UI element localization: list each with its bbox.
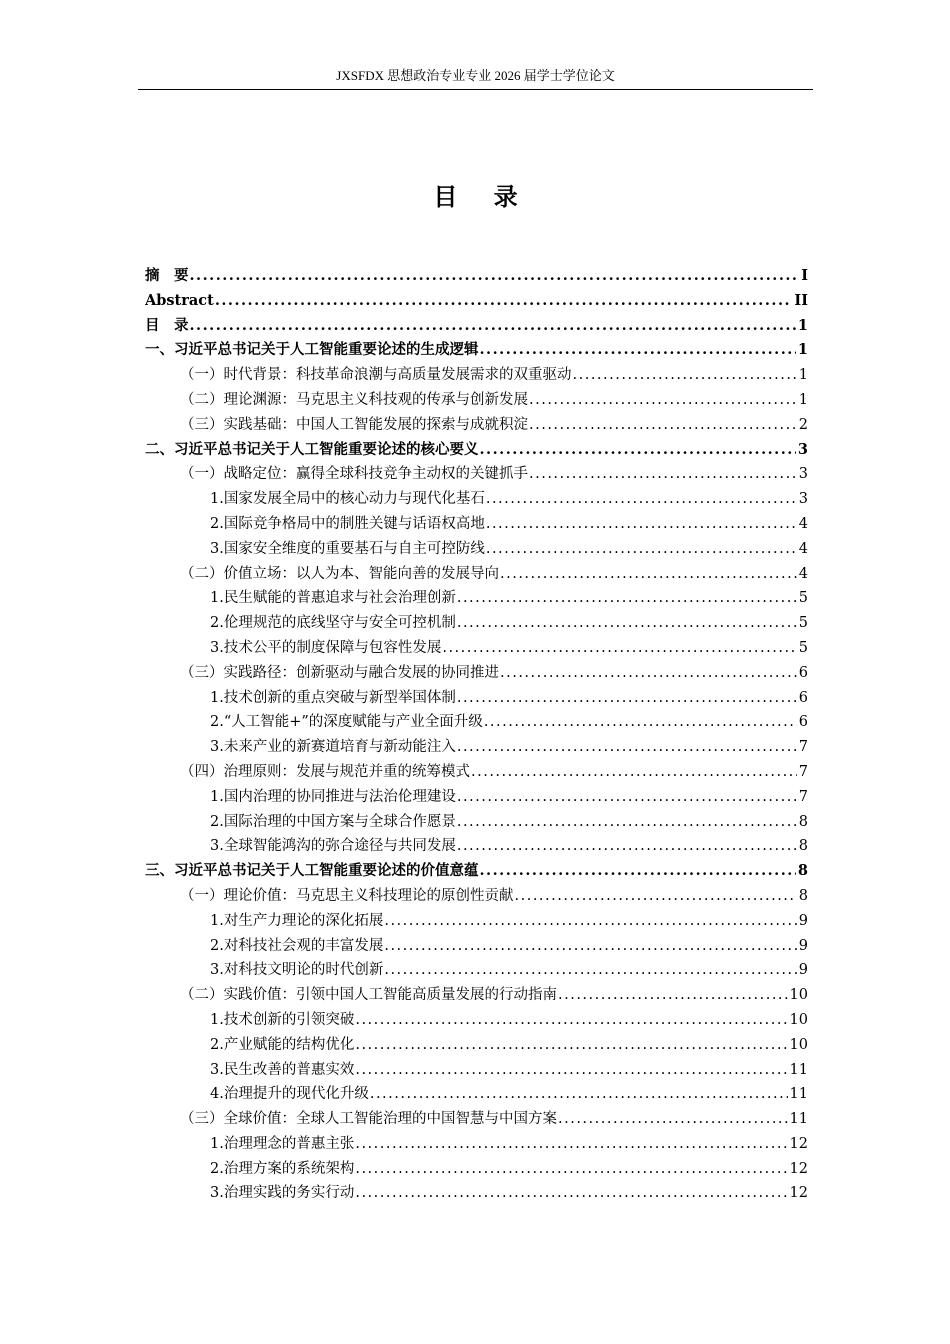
toc-entry-page-number: I — [801, 267, 808, 284]
toc-entry[interactable] — [145, 1033, 808, 1058]
toc-entry[interactable] — [145, 487, 808, 512]
toc-leader-dots — [354, 1132, 787, 1157]
toc-leader-dots — [557, 983, 788, 1008]
toc-leader-dots — [354, 1157, 787, 1182]
toc-entry-label: 2.治理方案的系统架构 — [210, 1160, 355, 1177]
toc-entry[interactable] — [145, 1058, 808, 1083]
toc-entry-label: 1.国家发展全局中的核心动力与现代化基石 — [210, 491, 485, 508]
toc-entry-label: （三）实践基础：中国人工智能发展的探索与成就积淀 — [180, 416, 528, 433]
toc-entry[interactable] — [145, 1132, 808, 1157]
toc-entry-page-number: 5 — [798, 639, 808, 656]
toc-entry[interactable] — [145, 884, 808, 909]
header-divider — [138, 89, 813, 90]
toc-leader-dots — [441, 636, 796, 661]
toc-leader-dots — [354, 1008, 787, 1033]
toc-entry-page-number: 6 — [798, 664, 808, 681]
toc-entry-label: 1.技术创新的重点突破与新型举国体制 — [210, 689, 456, 706]
toc-leader-dots — [456, 810, 797, 835]
toc-entry-label: 3.技术公平的制度保障与包容性发展 — [210, 639, 442, 656]
running-header: JXSFDX 思想政治专业专业 2026 届学士学位论文 — [336, 68, 615, 83]
toc-entry-label: （三）实践路径：创新驱动与融合发展的协同推进 — [180, 664, 499, 681]
toc-entry-page-number: 9 — [798, 912, 808, 929]
toc-entry[interactable] — [145, 909, 808, 934]
toc-leader-dots — [514, 884, 797, 909]
toc-entry-label: 摘 要 — [145, 267, 189, 284]
toc-entry-page-number: 10 — [789, 987, 808, 1004]
toc-leader-dots — [189, 264, 800, 289]
toc-entry-label: （一）战略定位：赢得全球科技竞争主动权的关键抓手 — [180, 466, 528, 483]
toc-entry[interactable] — [145, 562, 808, 587]
toc-entry-page-number: 6 — [798, 714, 808, 731]
toc-entry-page-number: 11 — [789, 1111, 808, 1128]
toc-entry-label: （四）治理原则：发展与规范并重的统筹模式 — [180, 763, 470, 780]
toc-entry-page-number: 2 — [798, 416, 808, 433]
toc-leader-dots — [383, 934, 796, 959]
toc-leader-dots — [189, 314, 796, 339]
toc-entry-page-number: 4 — [798, 565, 808, 582]
toc-leader-dots — [528, 413, 797, 438]
toc-entry[interactable] — [145, 413, 808, 438]
toc-leader-dots — [354, 1033, 787, 1058]
toc-entry-page-number: 1 — [798, 367, 808, 384]
toc-leader-dots — [485, 487, 797, 512]
toc-entry-label: 2.“人工智能+”的深度赋能与产业全面升级 — [210, 714, 483, 731]
toc-leader-dots — [485, 512, 797, 537]
toc-entry[interactable] — [145, 859, 808, 884]
toc-entry[interactable] — [145, 661, 808, 686]
toc-entry-label: 1.民生赋能的普惠追求与社会治理创新 — [210, 590, 456, 607]
toc-entry-page-number: 1 — [797, 316, 808, 334]
toc-entry-label: 3.全球智能鸿沟的弥合途径与共同发展 — [210, 838, 456, 855]
toc-entry-label: 1.技术创新的引领突破 — [210, 1011, 355, 1028]
toc-entry-label: （一）理论价值：马克思主义科技理论的原创性贡献 — [180, 887, 514, 904]
toc-entry-label: 二、习近平总书记关于人工智能重要论述的核心要义 — [145, 440, 479, 458]
toc-entry-label: 三、习近平总书记关于人工智能重要论述的价值意蕴 — [145, 862, 479, 880]
toc-entry[interactable] — [145, 834, 808, 859]
toc-entry-page-number: 11 — [789, 1061, 808, 1078]
toc-entry-label: 2.对科技社会观的丰富发展 — [210, 937, 384, 954]
toc-entry-page-number: 9 — [798, 937, 808, 954]
toc-entry-page-number: 10 — [789, 1036, 808, 1053]
toc-entry-label: 目 录 — [145, 316, 189, 334]
toc-entry-page-number: 8 — [798, 887, 808, 904]
toc-entry-label: 2.国际治理的中国方案与全球合作愿景 — [210, 813, 456, 830]
toc-entry[interactable] — [145, 760, 808, 785]
toc-entry-label: 3.国家安全维度的重要基石与自主可控防线 — [210, 540, 485, 557]
toc-entry-page-number: 5 — [798, 615, 808, 632]
toc-entry[interactable] — [145, 810, 808, 835]
toc-entry-label: 1.国内治理的协同推进与法治伦理建设 — [210, 788, 456, 805]
toc-entry-page-number: 8 — [798, 813, 808, 830]
toc-entry-label: 3.对科技文明论的时代创新 — [210, 962, 384, 979]
toc-entry-label: 1.对生产力理论的深化拓展 — [210, 912, 384, 929]
toc-leader-dots — [479, 859, 796, 884]
toc-leader-dots — [470, 760, 797, 785]
toc-entry-page-number: 1 — [797, 341, 808, 359]
toc-entry[interactable] — [145, 1157, 808, 1182]
toc-entry-label: （二）理论渊源：马克思主义科技观的传承与创新发展 — [180, 391, 528, 408]
toc-entry[interactable] — [145, 289, 808, 314]
page-title: 目 录 — [433, 182, 532, 211]
toc-leader-dots — [383, 958, 796, 983]
toc-entry-label: 1.治理理念的普惠主张 — [210, 1135, 355, 1152]
toc-entry-page-number: 1 — [798, 391, 808, 408]
toc-leader-dots — [479, 438, 796, 463]
toc-entry-label: （三）全球价值：全球人工智能治理的中国智慧与中国方案 — [180, 1111, 557, 1128]
toc-entry-label: （一）时代背景：科技革命浪潮与高质量发展需求的双重驱动 — [180, 367, 572, 384]
toc-entry[interactable] — [145, 983, 808, 1008]
toc-entry-page-number: 9 — [798, 962, 808, 979]
toc-leader-dots — [456, 785, 797, 810]
toc-entry-label: 4.治理提升的现代化升级 — [210, 1086, 369, 1103]
toc-entry[interactable] — [145, 710, 808, 735]
toc-entry-page-number: 12 — [789, 1135, 808, 1152]
toc-entry[interactable] — [145, 735, 808, 760]
toc-entry-page-number: 6 — [798, 689, 808, 706]
toc-leader-dots — [383, 909, 796, 934]
toc-leader-dots — [499, 661, 797, 686]
toc-entry-page-number: 7 — [798, 763, 808, 780]
toc-entry-page-number: 7 — [798, 788, 808, 805]
toc-entry[interactable] — [145, 1008, 808, 1033]
toc-entry-label: 3.治理实践的务实行动 — [210, 1185, 355, 1202]
toc-leader-dots — [354, 1058, 787, 1083]
toc-entry[interactable] — [145, 537, 808, 562]
toc-entry-page-number: 11 — [789, 1086, 808, 1103]
toc-entry-page-number: 7 — [798, 739, 808, 756]
toc-entry[interactable] — [145, 363, 808, 388]
toc-entry[interactable] — [145, 1107, 808, 1132]
toc-entry-page-number: 5 — [798, 590, 808, 607]
toc-entry-page-number: 12 — [789, 1160, 808, 1177]
toc-entry[interactable] — [145, 686, 808, 711]
toc-entry-page-number: 8 — [797, 862, 808, 880]
toc-entry-page-number: 3 — [797, 440, 808, 458]
toc-entry-label: 2.国际竞争格局中的制胜关键与话语权高地 — [210, 515, 485, 532]
toc-leader-dots — [485, 537, 797, 562]
toc-leader-dots — [557, 1107, 788, 1132]
toc-entry[interactable] — [145, 264, 808, 289]
toc-leader-dots — [499, 562, 797, 587]
toc-entry-page-number: 3 — [798, 491, 808, 508]
toc-entry[interactable] — [145, 1082, 808, 1107]
toc-entry[interactable] — [145, 512, 808, 537]
toc-entry-page-number: 3 — [798, 466, 808, 483]
toc-entry[interactable] — [145, 958, 808, 983]
toc-leader-dots — [483, 710, 797, 735]
table-of-contents — [145, 264, 808, 1206]
toc-entry-label: 3.民生改善的普惠实效 — [210, 1061, 355, 1078]
toc-entry[interactable] — [145, 388, 808, 413]
toc-entry-page-number: 12 — [789, 1185, 808, 1202]
toc-entry[interactable] — [145, 462, 808, 487]
toc-entry[interactable] — [145, 1181, 808, 1206]
toc-entry[interactable] — [145, 438, 808, 463]
toc-entry[interactable] — [145, 586, 808, 611]
toc-leader-dots — [354, 1181, 787, 1206]
toc-entry[interactable] — [145, 611, 808, 636]
toc-leader-dots — [456, 735, 797, 760]
toc-entry[interactable] — [145, 785, 808, 810]
toc-entry-label: （二）实践价值：引领中国人工智能高质量发展的行动指南 — [180, 987, 557, 1004]
toc-entry-label: 一、习近平总书记关于人工智能重要论述的生成逻辑 — [145, 341, 479, 359]
toc-entry-label: Abstract — [145, 291, 214, 309]
toc-leader-dots — [369, 1082, 788, 1107]
toc-entry[interactable] — [145, 338, 808, 363]
toc-leader-dots — [528, 462, 797, 487]
toc-entry-page-number: II — [794, 291, 808, 309]
toc-entry[interactable] — [145, 934, 808, 959]
toc-entry-label: 2.产业赋能的结构优化 — [210, 1036, 355, 1053]
toc-leader-dots — [214, 289, 793, 314]
toc-leader-dots — [456, 611, 797, 636]
toc-entry-page-number: 10 — [789, 1011, 808, 1028]
toc-entry-page-number: 4 — [798, 540, 808, 557]
toc-entry-label: 2.伦理规范的底线坚守与安全可控机制 — [210, 615, 456, 632]
toc-leader-dots — [528, 388, 797, 413]
toc-entry[interactable] — [145, 636, 808, 661]
toc-leader-dots — [456, 586, 797, 611]
toc-entry-label: （二）价值立场：以人为本、智能向善的发展导向 — [180, 565, 499, 582]
toc-leader-dots — [479, 338, 796, 363]
toc-entry-label: 3.未来产业的新赛道培育与新动能注入 — [210, 739, 456, 756]
toc-leader-dots — [456, 686, 797, 711]
toc-entry-page-number: 8 — [798, 838, 808, 855]
toc-leader-dots — [456, 834, 797, 859]
toc-entry[interactable] — [145, 314, 808, 339]
toc-leader-dots — [572, 363, 797, 388]
toc-entry-page-number: 4 — [798, 515, 808, 532]
